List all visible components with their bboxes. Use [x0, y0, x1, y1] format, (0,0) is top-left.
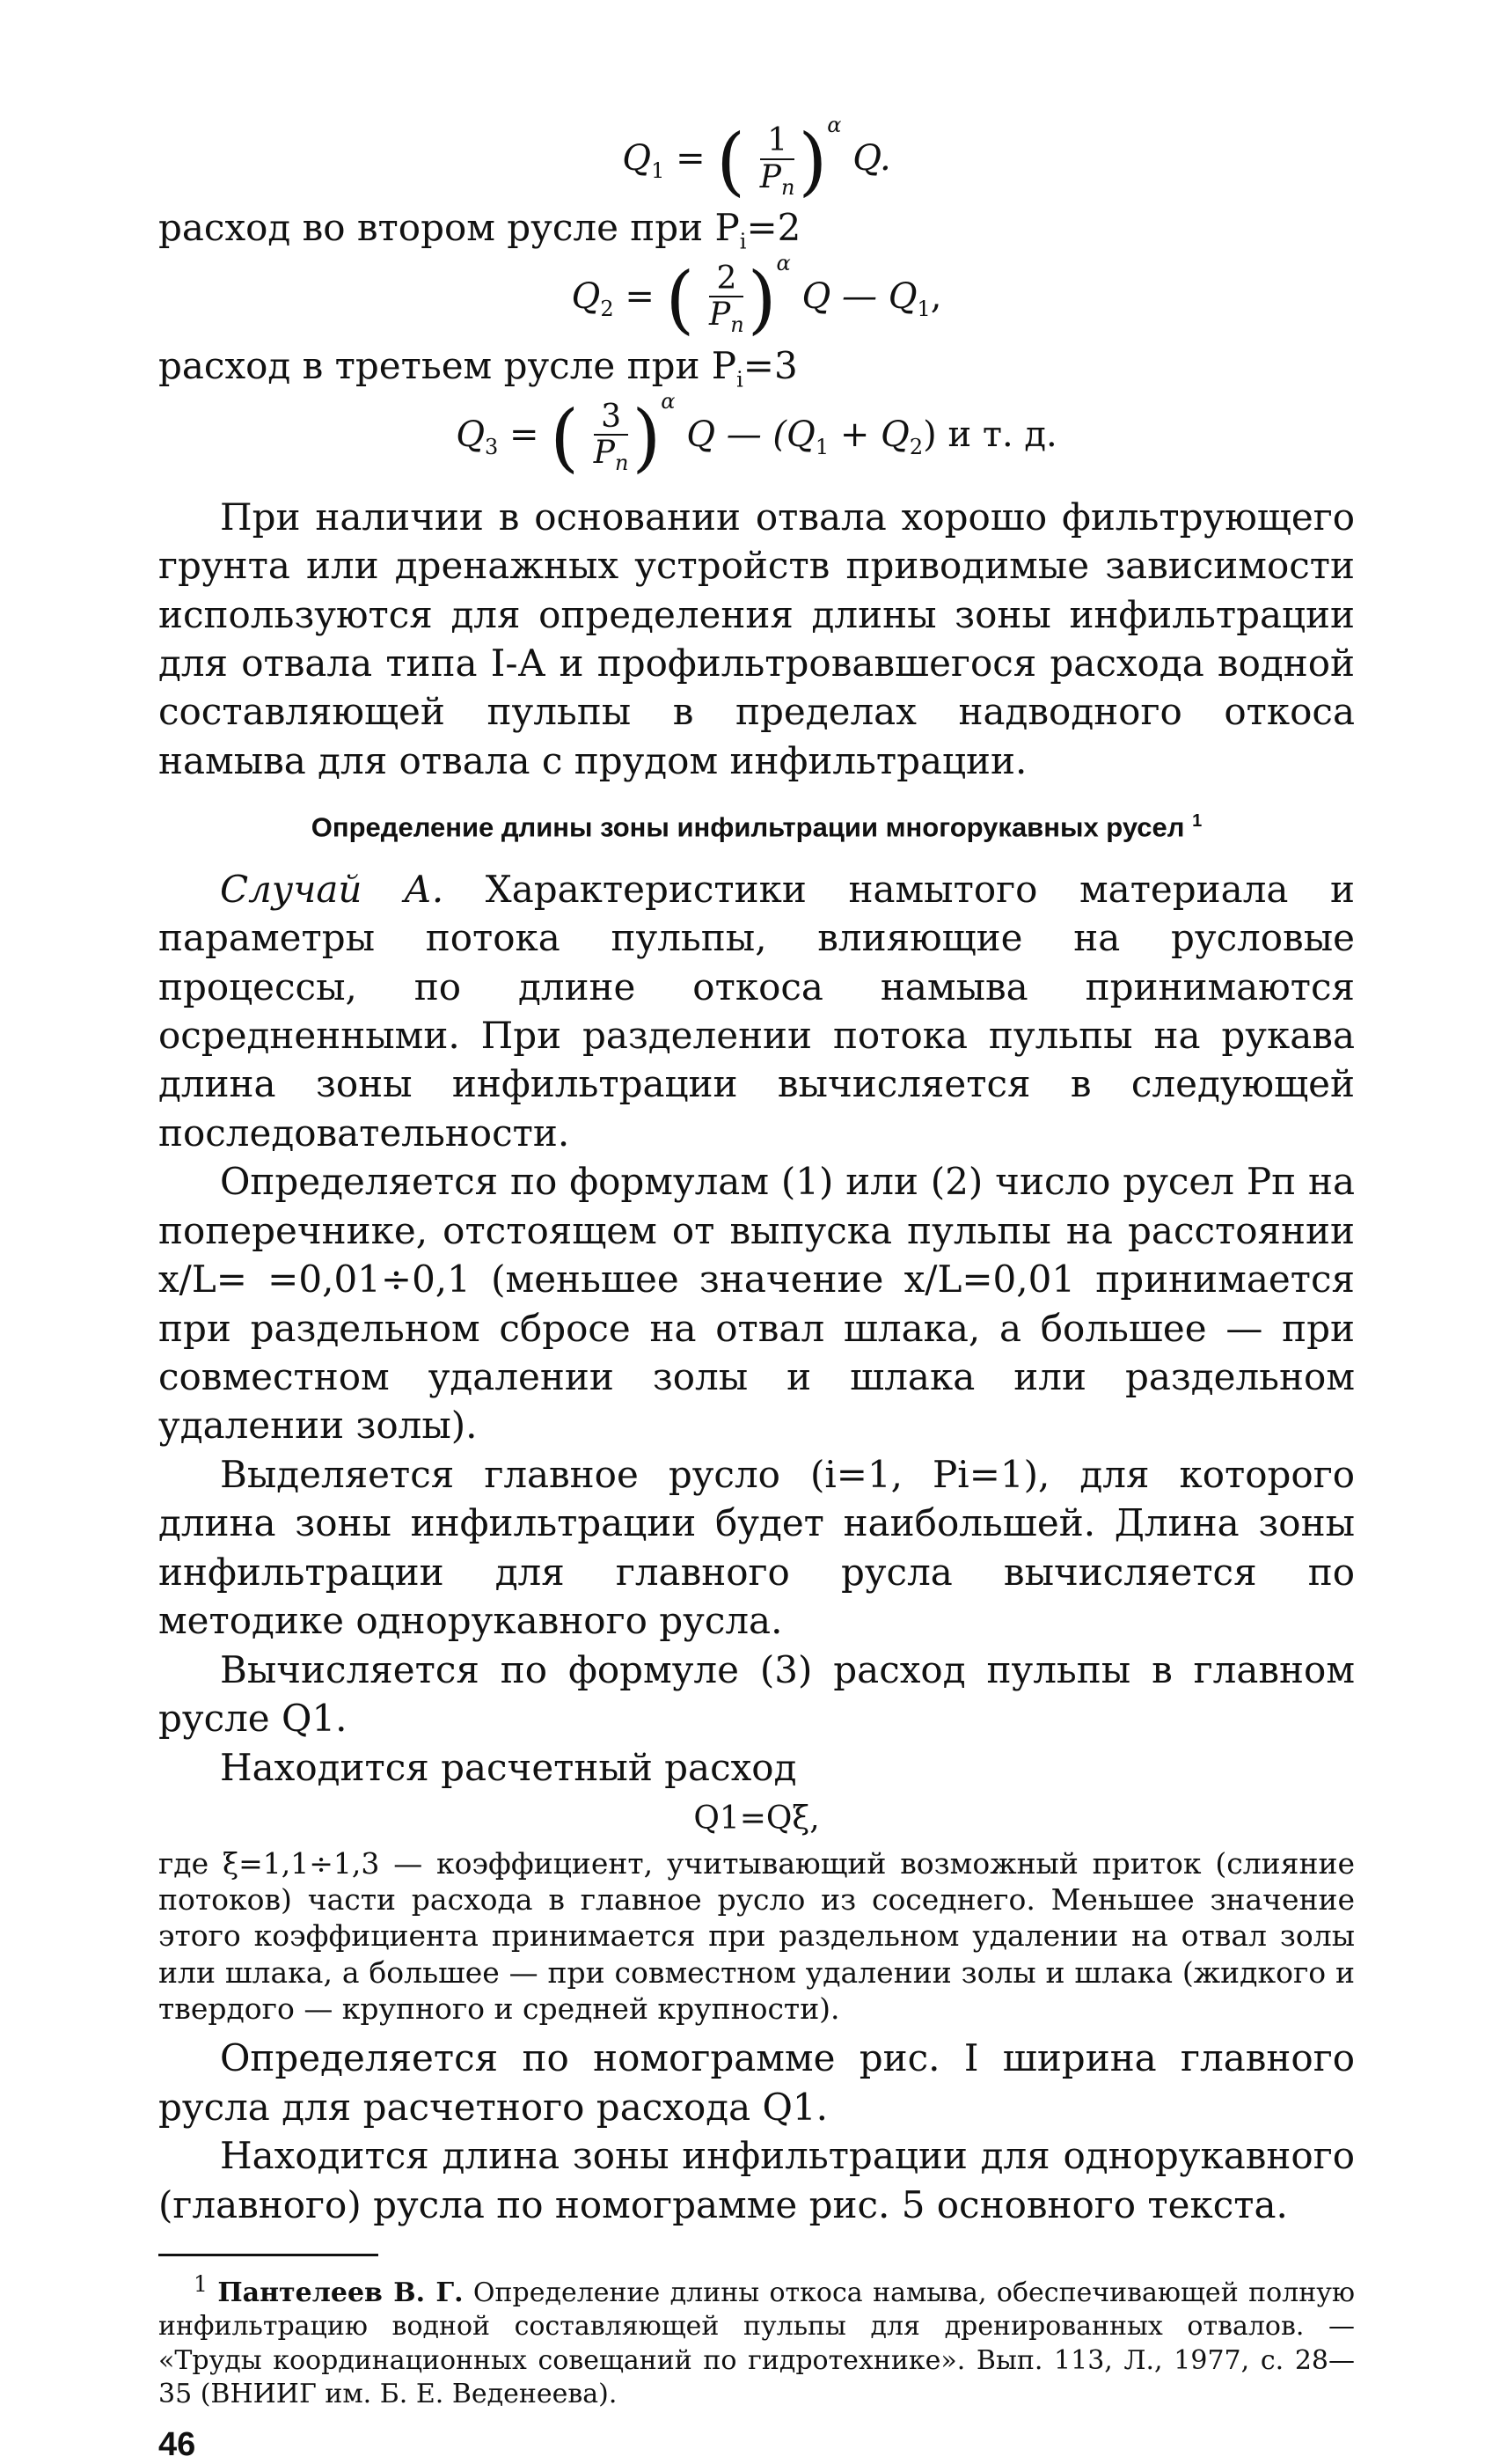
paragraph-4: Выделяется главное русло (i=1, Pi=1), для которого длина зоны инфильтрации будет наибольшей. Длина зоны инфильтрации для главного русла вычисляется по методике однорукавного русла.	[158, 1452, 1355, 1643]
q1-lhs-sub: 1	[651, 158, 665, 184]
formula-q3: $Q_3$ = ( $\frac{3}{P_n}$ )$^\alpha$ Q — $(Q_1 + Q_2)$ и т. д.	[456, 388, 1057, 480]
q1-den-sub: n	[781, 174, 795, 200]
q1-denominator: P	[759, 158, 782, 195]
page-content	[158, 113, 1355, 2464]
paragraph-2: Случай А. Характеристики намытого материала и параметры потока пульпы, влияющие на русловые процессы, по длине откоса намыва принимаются осредненными. При разделении потока пульпы на рукава длина зоны инфильтрации вычисляется в следующей последовательности.	[158, 867, 1355, 1155]
q1-numerator: 1	[760, 123, 794, 160]
paragraph-3: Определяется по формулам (1) или (2) число русел Pп на поперечнике, отстоящем от выпуска пульпы на расстоянии x/L= =0,01÷0,1 (меньшее значение x/L=0,01 принимается при раздельном сбросе на отвал шлака, а большее — при совместном удалении золы и шлака или раздельном удалении золы).	[158, 1160, 1355, 1448]
footnote-divider	[158, 2254, 378, 2256]
q1-fraction	[760, 123, 795, 199]
paragraph-6: Находится расчетный расход	[220, 1745, 797, 1789]
formula-q1: $Q_1$ = ( $\frac{1}{P_n}$ )$^\alpha$ Q.	[622, 113, 891, 205]
section-title: Определение длины зоны инфильтрации многорукавных русел $^1$	[311, 811, 1203, 843]
q2-label: расход во втором русле при $P_i=2$	[158, 206, 801, 254]
footnote-text: Определение длины откоса намыва, обеспечивающей полную инфильтрацию водной составляющей пульпы для дренированных отвалов. — «Труды координационных совещаний по гидротехнике». Вып. 113, Л., 1977, с. 28—35 (ВНИИГ им. Б. Е. Веденеева).	[158, 2277, 1355, 2410]
page-number: 46	[158, 2425, 196, 2463]
formula-q2: $Q_2$ = ( $\frac{2}{P_n}$ )$^\alpha$ Q — $Q_1$,	[571, 250, 942, 342]
q3-label: расход в третьем русле при $P_i=3$	[158, 343, 798, 392]
q3-numerator: 3	[594, 400, 628, 436]
paragraph-8: Находится длина зоны инфильтрации для однорукавного (главного) русла по номограмме рис. 5 основного текста.	[158, 2134, 1355, 2226]
paragraph-7: Определяется по номограмме рис. I ширина главного русла для расчетного расхода Q1.	[158, 2036, 1355, 2129]
footnote-author: Пантелеев В. Г.	[217, 2277, 464, 2308]
q2-numerator: 2	[709, 261, 743, 298]
paragraph-5: Вычисляется по формуле (3) расход пульпы в главном русле Q1.	[158, 1647, 1355, 1741]
q1-lhs: Q	[622, 138, 652, 180]
q1-exponent: α	[827, 113, 842, 137]
paragraph-1: При наличии в основании отвала хорошо фильтрующего грунта или дренажных устройств приводимые зависимости используются для определения длины зоны инфильтрации для отвала типа I-А и профильтровавшегося расхода водной составляющей пульпы в пределах надводного откоса намыва для отвала с прудом инфильтрации.	[158, 495, 1355, 782]
small-formula: Q1=Qξ,	[693, 1800, 820, 1837]
note-paragraph: где ξ=1,1÷1,3 — коэффициент, учитывающий возможный приток (слияние потоков) части расхода в главное русло из соседнего. Меньшее значение этого коэффициента принимается при раздельном удалении на отвал золы или шлака, а большее — при совместном удалении золы и шлака (жидкого и твердого — крупного и средней крупности).	[158, 1845, 1355, 2026]
q1-rhs: Q.	[852, 138, 891, 180]
footnote: $^1$ Пантелеев В. Г. Определение длины откоса намыва, обеспечивающей полную инфильтрацию водной составляющей пульпы для дренированных отвалов. — «Труды координационных совещаний по гидротехнике». Вып. 113, Л., 1977, с. 28—35 (ВНИИГ им. Б. Е. Веденеева).	[158, 2270, 1355, 2410]
